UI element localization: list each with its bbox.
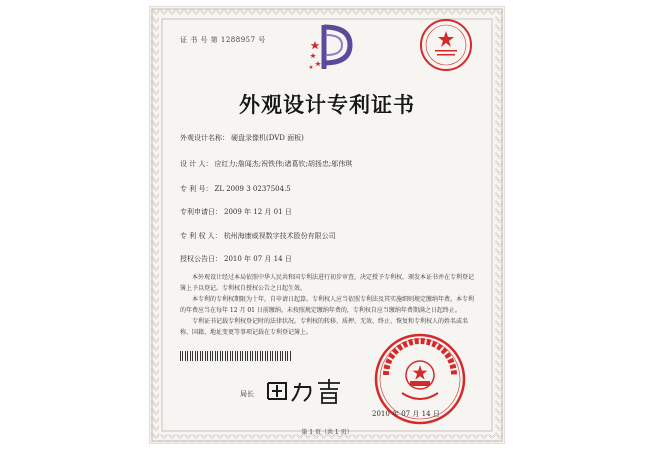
certificate-body <box>180 272 476 338</box>
director-label: 局长 <box>240 390 254 398</box>
filing-date-row <box>180 207 292 217</box>
certificate-title: 外观设计专利证书 <box>239 92 415 117</box>
patent-certificate <box>150 7 504 443</box>
patentee-label: 专 利 权 人： <box>180 232 222 240</box>
director-signature <box>262 377 350 405</box>
office-logo-icon <box>306 17 356 77</box>
body-paragraph: 专利证书记载专利权登记时的法律状况。专利权的转移、质押、无效、终止、恢复和专利权人的姓名或名称、国籍、地址变更等事项记载在专利登记簿上。 <box>180 318 469 336</box>
designer-label: 设 计 人： <box>180 160 213 168</box>
design-name-label: 外观设计名称： <box>180 134 229 142</box>
patentee-value: 杭州海康威视数字技术股份有限公司 <box>223 232 336 240</box>
barcode <box>180 351 292 361</box>
page-footer: 第 1 页（共 1 页） <box>301 429 353 436</box>
filing-date-label: 专利申请日： <box>180 208 222 216</box>
patentee-row <box>180 231 336 241</box>
designer-value: 应红力;詹闻杰;祝铁伟;诸葛钦;胡扬忠;邬伟琪 <box>214 160 353 168</box>
filing-date-value: 2009 年 12 月 01 日 <box>224 208 292 216</box>
body-paragraph: 本外观设计经过本局依照中华人民共和国专利法进行初步审查，决定授予专利权，颁发本证书并在专利登记簿上予以登记。专利权自授权公告之日起生效。 <box>180 274 475 292</box>
patent-number-label: 专 利 号： <box>180 185 213 193</box>
design-name-value: 硬盘录像机(DVD 面板) <box>231 134 304 142</box>
certificate-number: 证 书 号 第 1288957 号 <box>180 36 266 44</box>
body-paragraph: 本专利的专利权期限为十年，自申请日起算。专利权人应当依照专利法及其实施细则规定缴纳年费。本专利的年费应当在每年 12 月 01 日前缴纳。未按照规定缴纳年费的，专利权自应当缴纳年费期满之日起终止。 <box>180 296 475 314</box>
patent-number-row <box>180 184 291 194</box>
design-name-row <box>180 133 304 143</box>
designer-row <box>180 159 352 169</box>
grant-date-label: 授权公告日： <box>180 255 222 263</box>
agency-seal-icon <box>418 17 474 73</box>
seal-date: 2010 年 07 月 14 日 <box>372 410 440 418</box>
patent-number-value: ZL 2009 3 0237504.5 <box>214 185 291 193</box>
grant-date-value: 2010 年 07 月 14 日 <box>224 255 292 263</box>
grant-date-row <box>180 254 292 264</box>
